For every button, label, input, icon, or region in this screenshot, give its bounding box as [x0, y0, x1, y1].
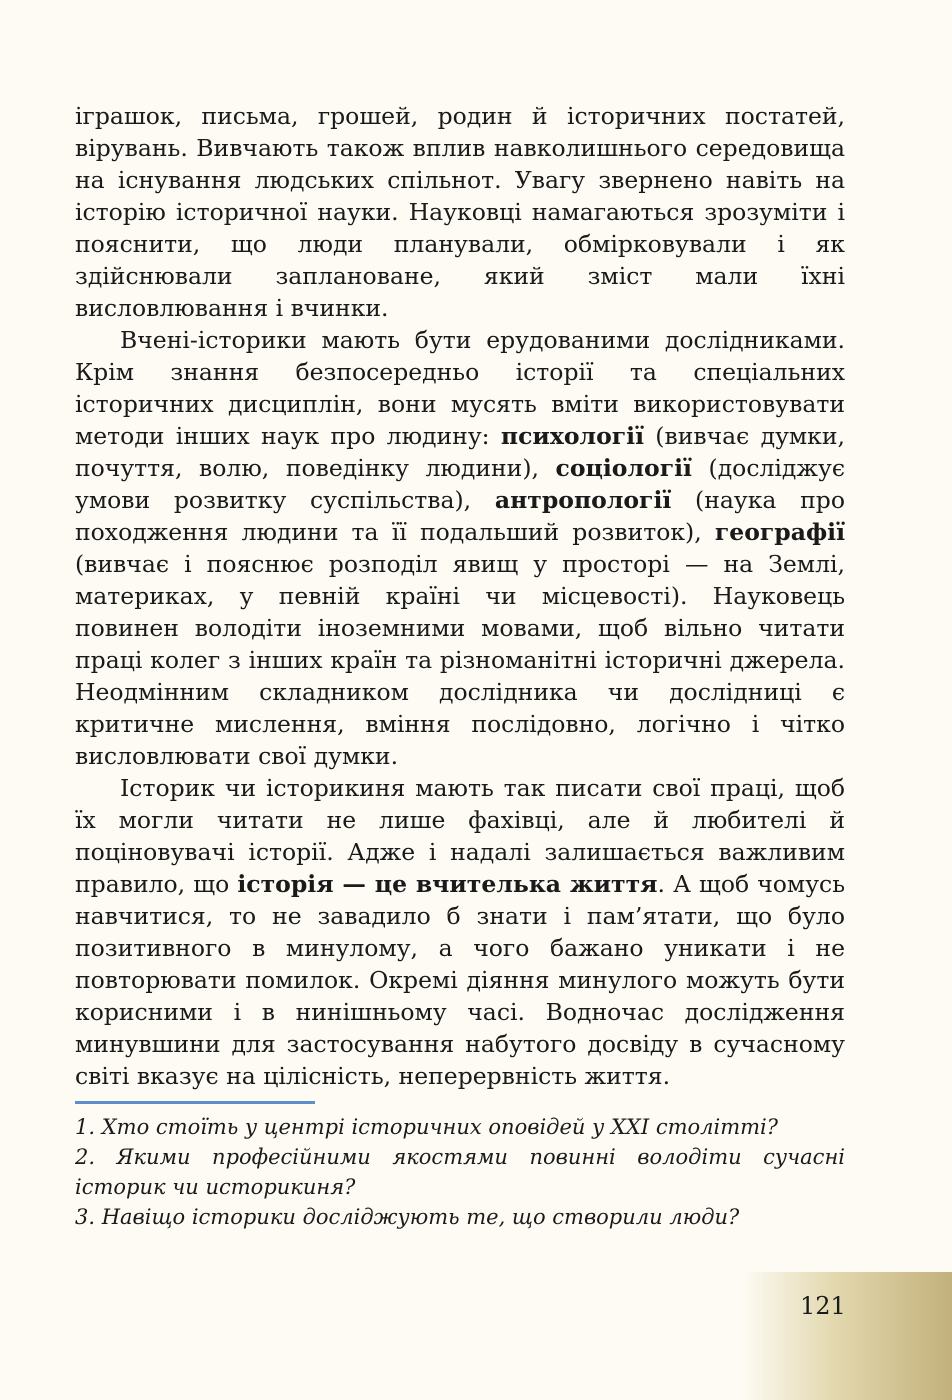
page-number: 121 [800, 1292, 846, 1320]
key-phrase: історія — це вчителька життя [237, 870, 658, 898]
review-questions [75, 1112, 845, 1232]
p2-text-2: (вивчає думки, почуття, волю, поведінку людини), [75, 422, 845, 482]
question-1: 1. Хто стоїть у центрі історичних оповідей у XXI столітті? [75, 1115, 779, 1139]
question-3: 3. Навіщо історики досліджують те, що створили люди? [75, 1205, 740, 1229]
questions-divider [75, 1101, 315, 1104]
term-sociology: соціології [555, 454, 692, 482]
page-corner-decoration [742, 1272, 952, 1400]
term-psychology: психології [500, 422, 644, 450]
main-text [75, 100, 845, 1092]
question-2: 2. Якими професійними якостями повинні володіти сучасні історик чи историкиня? [75, 1145, 845, 1199]
p2-text-3: (досліджує умови розвитку суспільства), [75, 454, 846, 514]
paragraph-3 [75, 772, 845, 1092]
p2-text-4: (наука про походження людини та її подальший розвиток), [75, 486, 845, 546]
paragraph-2 [75, 324, 845, 772]
term-geography: географії [714, 518, 845, 546]
p3-text-1: Історик чи історикиня мають так писати свої праці, щоб їх могли читати не лише фахівці, але й любителі й поціновувачі історії. Адже і надалі залишається важливим правило, що [75, 774, 845, 898]
p2-text-1: Вчені-історики мають бути ерудованими дослідниками. Крім знання безпосередньо історії та спеціальних історичних дисциплін, вони мусять вміти використовувати методи інших наук про людину: [75, 326, 845, 450]
paragraph-1: іграшок, письма, грошей, родин й історичних постатей, вірувань. Вивчають також вплив навколишнього середовища на існування людських спільнот. Увагу звернено навіть на історію історичної науки. Науковці намагаються зрозуміти і пояснити, що люди планували, обмірковували і як здійснювали заплановане, який зміст мали їхні висловлювання і вчинки. [75, 102, 845, 322]
p2-text-5: (вивчає і пояснює розподіл явищ у просторі — на Землі, материках, у певній країні чи місцевості). Науковець повинен володіти іноземними мовами, щоб вільно читати праці колег з інших країн та різноманітні історичні джерела. Неодмінним складником дослідника чи дослідниці є критичне мислення, вміння послідовно, логічно і чітко висловлювати свої думки. [75, 550, 845, 770]
term-anthropology: антропології [494, 486, 672, 514]
p3-text-2: . А щоб чомусь навчитися, то не завадило б знати і пам’ятати, що було позитивного в минулому, а чого бажано уникати і не повторювати помилок. Окремі діяння минулого можуть бути корисними і в нинішньому часі. Водночас дослідження минувшини для застосування набутого досвіду в сучасному світі вказує на цілісність, неперервність життя. [75, 870, 845, 1090]
